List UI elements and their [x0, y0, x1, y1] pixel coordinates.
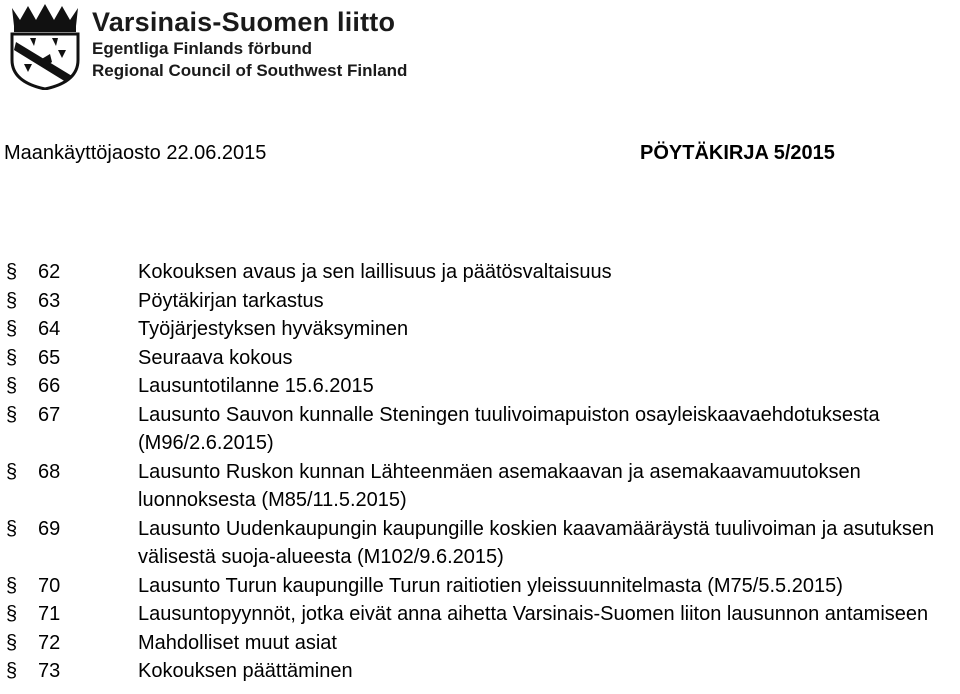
- section-sign: §: [6, 603, 18, 625]
- section-sign: §: [6, 660, 18, 682]
- agenda-item: [0, 287, 960, 316]
- section-sign: §: [6, 289, 18, 312]
- document-title: PÖYTÄKIRJA 5/2015: [640, 142, 835, 164]
- coat-of-arms-icon: [6, 2, 84, 90]
- agenda-item: [0, 401, 960, 458]
- section-sign: §: [6, 574, 18, 597]
- section-sign: §: [6, 375, 18, 397]
- section-sign: §: [6, 631, 18, 654]
- agenda-item-title: Mahdolliset muut asiat: [138, 631, 337, 654]
- agenda-item: [0, 344, 960, 373]
- section-sign: §: [6, 346, 18, 369]
- org-name-finnish: Varsinais-Suomen liitto: [92, 7, 396, 37]
- section-sign: §: [6, 460, 18, 483]
- agenda-item-title: Lausuntopyynnöt, jotka eivät anna aihetta Varsinais-Suomen liiton lausunnon antamiseen: [138, 603, 929, 625]
- agenda-item-title: Lausunto Turun kaupungille Turun raitiotien yleissuunnitelmasta (M75/5.5.2015): [138, 574, 843, 597]
- org-name-english: Regional Council of Southwest Finland: [92, 61, 408, 80]
- section-sign: §: [6, 517, 18, 540]
- agenda-item-title: Lausunto Ruskon kunnan Lähteenmäen asemakaavan ja asemakaavamuutoksen luonnoksesta (M85/11.5.2015): [138, 460, 861, 511]
- agenda-item: [0, 572, 960, 601]
- agenda-item-title: Kokouksen avaus ja sen laillisuus ja päätösvaltaisuus: [138, 261, 612, 283]
- agenda-item-title: Kokouksen päättäminen: [138, 660, 353, 682]
- agenda-item-number: 66: [38, 375, 61, 397]
- section-sign: §: [6, 403, 18, 426]
- header: [6, 2, 446, 92]
- title-row: [4, 142, 956, 172]
- agenda-item-title: Lausunto Sauvon kunnalle Steningen tuulivoimapuiston osayleiskaavaehdotuksesta (M96/2.6.2015): [138, 403, 880, 454]
- agenda-item-number: 62: [38, 261, 61, 283]
- agenda-item-number: 70: [38, 574, 61, 597]
- org-name-swedish: Egentliga Finlands förbund: [92, 39, 313, 58]
- agenda-item-number: 71: [38, 603, 61, 625]
- agenda-item-number: 63: [38, 289, 61, 312]
- agenda-item: [0, 600, 960, 629]
- agenda-item: [0, 629, 960, 658]
- agenda-item: [0, 372, 960, 401]
- agenda-item-title: Lausuntotilanne 15.6.2015: [138, 375, 374, 397]
- agenda-item-number: 64: [38, 318, 61, 340]
- agenda-item-title: Pöytäkirjan tarkastus: [138, 289, 324, 312]
- section-sign: §: [6, 261, 18, 283]
- agenda-item-number: 69: [38, 517, 61, 540]
- agenda-item: [0, 657, 960, 686]
- org-names: [92, 6, 407, 82]
- agenda-item: [0, 258, 960, 287]
- agenda-item: [0, 315, 960, 344]
- agenda-item-title: Lausunto Uudenkaupungin kaupungille koskien kaavamääräystä tuulivoiman ja asutuksen välisestä suoja-alueesta (M102/9.6.2015): [138, 517, 935, 568]
- agenda-item-number: 72: [38, 631, 61, 654]
- section-sign: §: [6, 318, 18, 340]
- agenda-item-number: 68: [38, 460, 61, 483]
- agenda-item: [0, 515, 960, 572]
- agenda-item-number: 73: [38, 660, 61, 682]
- agenda-item-title: Seuraava kokous: [138, 346, 293, 369]
- agenda-item-number: 65: [38, 346, 61, 369]
- agenda-list: [0, 258, 960, 686]
- meeting-info: Maankäyttöjaosto 22.06.2015: [4, 142, 267, 164]
- agenda-item-title: Työjärjestyksen hyväksyminen: [138, 318, 409, 340]
- agenda-item-number: 67: [38, 403, 61, 426]
- agenda-item: [0, 458, 960, 515]
